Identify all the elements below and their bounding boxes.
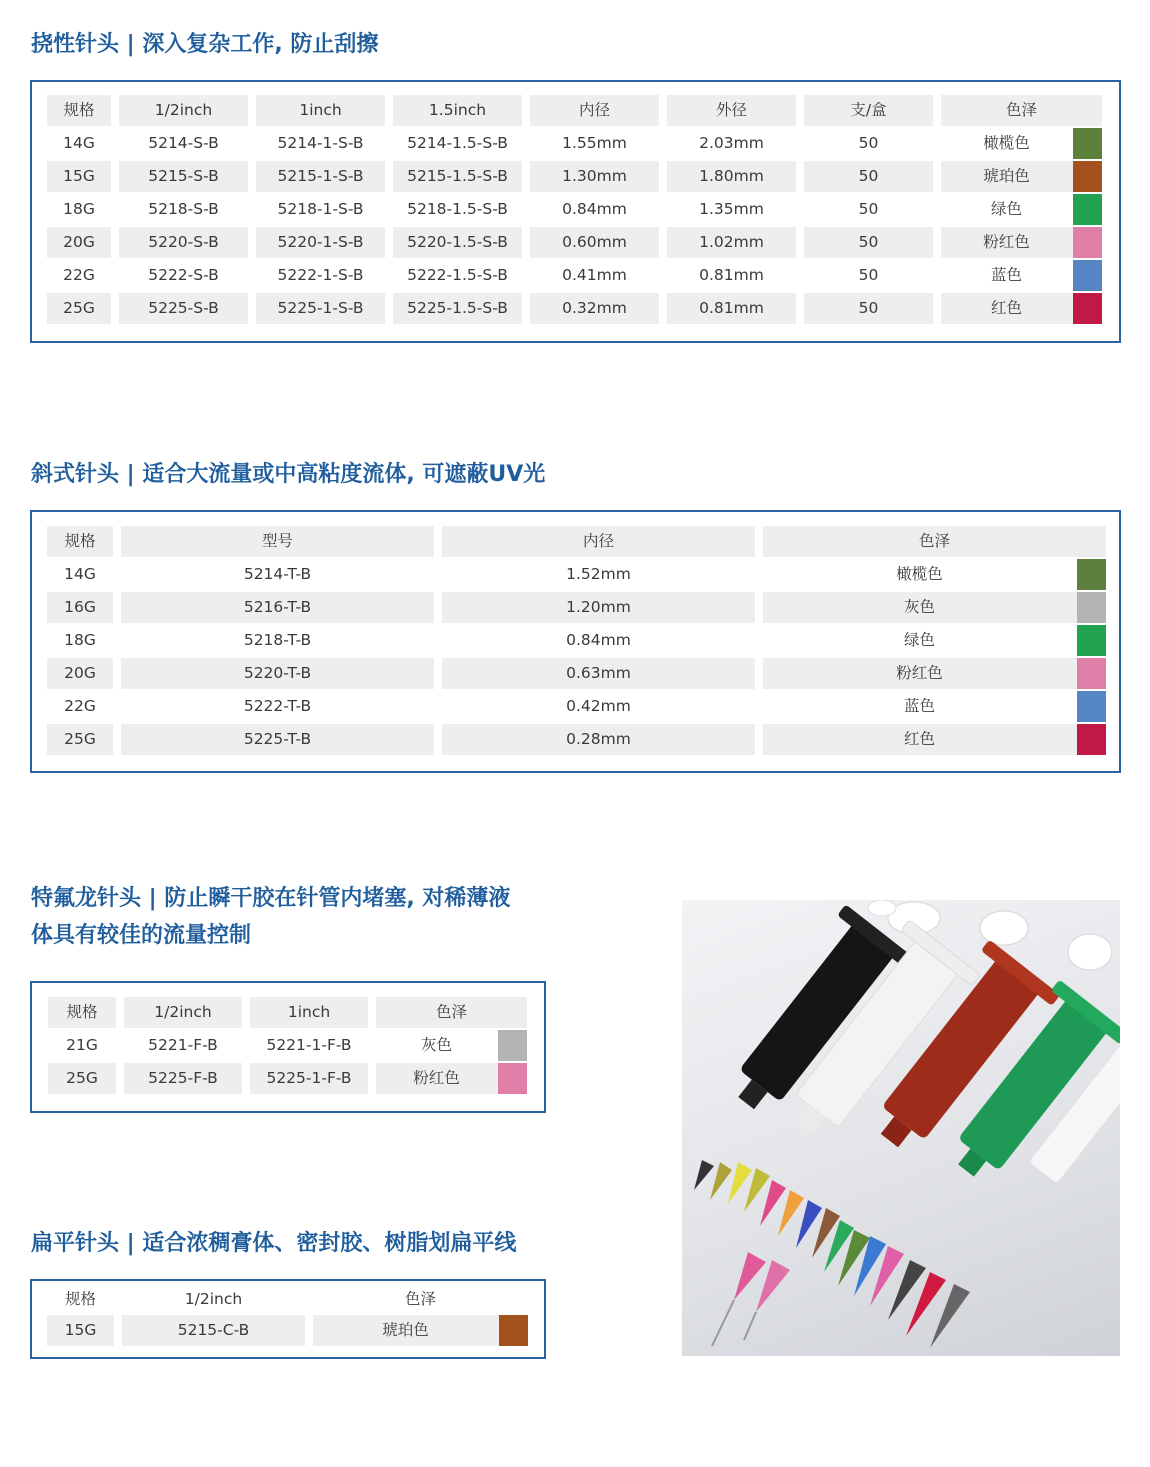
cell-one-inch: 5220-1-S-B [256, 227, 385, 258]
cell-model: 5214-T-B [243, 565, 312, 583]
col-header-gauge: 规格 [48, 997, 116, 1028]
cell-inner-diameter: 0.60mm [530, 227, 659, 258]
cell-one-half-inch: 5214-1.5-S-B [407, 134, 508, 152]
color-swatch [498, 1030, 527, 1061]
col-header-model: 型号 [121, 526, 434, 557]
cell-half-inch: 5214-S-B [148, 134, 219, 152]
cell-inner-diameter: 1.30mm [530, 161, 659, 192]
tapered-table [47, 526, 1106, 755]
ptfe-section-title-line1: 特氟龙针头 | 防止瞬干胶在针管内堵塞, 对稀薄液 [31, 886, 511, 911]
cell-outer-diameter: 0.81mm [699, 266, 764, 284]
cell-per-box: 50 [858, 200, 879, 218]
cell-gauge: 25G [48, 1063, 116, 1094]
cell-half-inch: 5225-S-B [119, 293, 248, 324]
cell-inner-diameter: 1.55mm [562, 134, 627, 152]
cell-gauge: 25G [47, 724, 113, 755]
col-header-gauge: 规格 [47, 95, 111, 126]
cell-color [376, 1030, 527, 1061]
cell-color [763, 592, 1106, 623]
color-swatch [1077, 592, 1106, 623]
cell-half-inch: 5225-F-B [124, 1063, 242, 1094]
cell-color [763, 691, 1106, 722]
cell-gauge: 15G [47, 161, 111, 192]
flat-section-title: 扁平针头 | 适合浓稠膏体、密封胶、树脂划扁平线 [31, 1231, 517, 1256]
cell-model: 5225-T-B [121, 724, 434, 755]
col-header-color: 色泽 [763, 526, 1106, 557]
cell-inner-diameter: 0.41mm [562, 266, 627, 284]
cell-model: 5218-T-B [243, 631, 312, 649]
cell-one-inch: 5225-1-F-B [250, 1063, 368, 1094]
ptfe-section-title-line2: 体具有较佳的流量控制 [31, 923, 252, 948]
cell-color [941, 227, 1102, 258]
color-name: 红色 [990, 299, 1022, 317]
ptfe-table [48, 997, 527, 1094]
cell-inner-diameter: 0.32mm [530, 293, 659, 324]
cell-color [941, 161, 1102, 192]
color-swatch [1073, 227, 1102, 258]
cell-per-box: 50 [804, 227, 933, 258]
color-name: 绿色 [903, 631, 935, 649]
cell-model: 5216-T-B [121, 592, 434, 623]
cell-inner-diameter: 0.42mm [566, 697, 631, 715]
cell-outer-diameter: 2.03mm [699, 134, 764, 152]
cell-inner-diameter: 0.28mm [442, 724, 755, 755]
color-swatch [1073, 293, 1102, 324]
col-header-one-inch: 1inch [256, 95, 385, 126]
cell-color [313, 1315, 528, 1346]
cell-gauge: 16G [47, 592, 113, 623]
col-header-inner-diameter: 内径 [442, 526, 755, 557]
cell-one-half-inch: 5225-1.5-S-B [393, 293, 522, 324]
col-header-inner-diameter: 内径 [530, 95, 659, 126]
cell-inner-diameter: 0.84mm [562, 200, 627, 218]
color-swatch [1073, 128, 1102, 159]
color-name: 灰色 [420, 1036, 452, 1054]
color-name: 粉红色 [896, 664, 943, 682]
color-name: 绿色 [990, 200, 1022, 218]
cell-one-inch: 5214-1-S-B [277, 134, 364, 152]
color-swatch [1077, 724, 1106, 755]
cell-outer-diameter: 0.81mm [667, 293, 796, 324]
col-header-color: 色泽 [376, 997, 527, 1028]
cell-inner-diameter: 0.84mm [566, 631, 631, 649]
color-swatch [1077, 691, 1106, 722]
cell-gauge: 18G [63, 200, 95, 218]
color-swatch [1073, 161, 1102, 192]
cell-model: 5222-T-B [243, 697, 312, 715]
col-header-gauge: 规格 [47, 526, 113, 557]
color-swatch [1077, 559, 1106, 590]
cell-color [763, 625, 1106, 656]
col-header-outer-diameter: 外径 [667, 95, 796, 126]
cell-one-half-inch: 5215-1.5-S-B [393, 161, 522, 192]
cell-per-box: 50 [858, 266, 879, 284]
cell-color [941, 194, 1102, 225]
cell-half-inch: 5221-F-B [148, 1036, 218, 1054]
cell-gauge: 15G [47, 1315, 114, 1346]
cell-one-half-inch: 5222-1.5-S-B [407, 266, 508, 284]
cell-inner-diameter: 1.52mm [566, 565, 631, 583]
color-swatch [1073, 260, 1102, 291]
flexible-table [47, 95, 1106, 324]
flat-table [47, 1284, 528, 1346]
cell-gauge: 22G [63, 266, 95, 284]
syringes-and-tips-illustration [682, 900, 1120, 1356]
cell-color [763, 559, 1106, 590]
cell-inner-diameter: 0.63mm [442, 658, 755, 689]
color-name: 橄榄色 [896, 565, 943, 583]
cell-half-inch: 5215-C-B [122, 1315, 305, 1346]
color-swatch [1077, 625, 1106, 656]
color-name: 蓝色 [990, 266, 1022, 284]
cell-color [941, 128, 1102, 159]
cell-half-inch: 5218-S-B [148, 200, 219, 218]
col-header-per-box: 支/盒 [804, 95, 933, 126]
cell-per-box: 50 [858, 134, 879, 152]
color-swatch [499, 1315, 528, 1346]
col-header-half-inch: 1/2inch [184, 1290, 243, 1308]
cell-one-inch: 5218-1-S-B [277, 200, 364, 218]
cell-gauge: 22G [64, 697, 96, 715]
cell-per-box: 50 [804, 293, 933, 324]
cell-gauge: 14G [63, 134, 95, 152]
cell-color [763, 724, 1106, 755]
cell-model: 5220-T-B [121, 658, 434, 689]
cell-inner-diameter: 1.20mm [442, 592, 755, 623]
cell-half-inch: 5215-S-B [119, 161, 248, 192]
cell-half-inch: 5220-S-B [119, 227, 248, 258]
color-name: 灰色 [903, 598, 935, 616]
col-header-half-inch: 1/2inch [119, 95, 248, 126]
cell-color [941, 293, 1102, 324]
cell-gauge: 20G [47, 658, 113, 689]
cell-one-inch: 5215-1-S-B [256, 161, 385, 192]
color-swatch [1077, 658, 1106, 689]
col-header-one-half-inch: 1.5inch [393, 95, 522, 126]
color-name: 蓝色 [903, 697, 935, 715]
flexible-section-title: 挠性针头 | 深入复杂工作, 防止刮擦 [31, 32, 379, 57]
col-header-half-inch: 1/2inch [124, 997, 242, 1028]
color-name: 琥珀色 [983, 167, 1030, 185]
cell-outer-diameter: 1.35mm [699, 200, 764, 218]
cell-per-box: 50 [804, 161, 933, 192]
cell-color [941, 260, 1102, 291]
cell-one-half-inch: 5218-1.5-S-B [407, 200, 508, 218]
product-photo [682, 900, 1120, 1356]
cell-half-inch: 5222-S-B [148, 266, 219, 284]
cell-one-inch: 5221-1-F-B [266, 1036, 352, 1054]
color-name: 粉红色 [413, 1069, 460, 1087]
cell-gauge: 25G [47, 293, 111, 324]
color-name: 琥珀色 [382, 1321, 429, 1339]
cell-outer-diameter: 1.02mm [667, 227, 796, 258]
color-swatch [498, 1063, 527, 1094]
cell-gauge: 20G [47, 227, 111, 258]
cell-gauge: 21G [66, 1036, 98, 1054]
color-name: 粉红色 [983, 233, 1030, 251]
col-header-gauge: 规格 [64, 1290, 96, 1308]
cell-gauge: 14G [64, 565, 96, 583]
cell-outer-diameter: 1.80mm [667, 161, 796, 192]
cell-color [376, 1063, 527, 1094]
color-name: 橄榄色 [983, 134, 1030, 152]
cell-color [763, 658, 1106, 689]
cell-one-inch: 5225-1-S-B [256, 293, 385, 324]
cell-one-inch: 5222-1-S-B [277, 266, 364, 284]
color-name: 红色 [903, 730, 935, 748]
cell-gauge: 18G [64, 631, 96, 649]
col-header-color: 色泽 [941, 95, 1102, 126]
tapered-section-title: 斜式针头 | 适合大流量或中高粘度流体, 可遮蔽UV光 [31, 462, 546, 487]
col-header-color: 色泽 [404, 1290, 436, 1308]
col-header-one-inch: 1inch [250, 997, 368, 1028]
cell-one-half-inch: 5220-1.5-S-B [393, 227, 522, 258]
color-swatch [1073, 194, 1102, 225]
